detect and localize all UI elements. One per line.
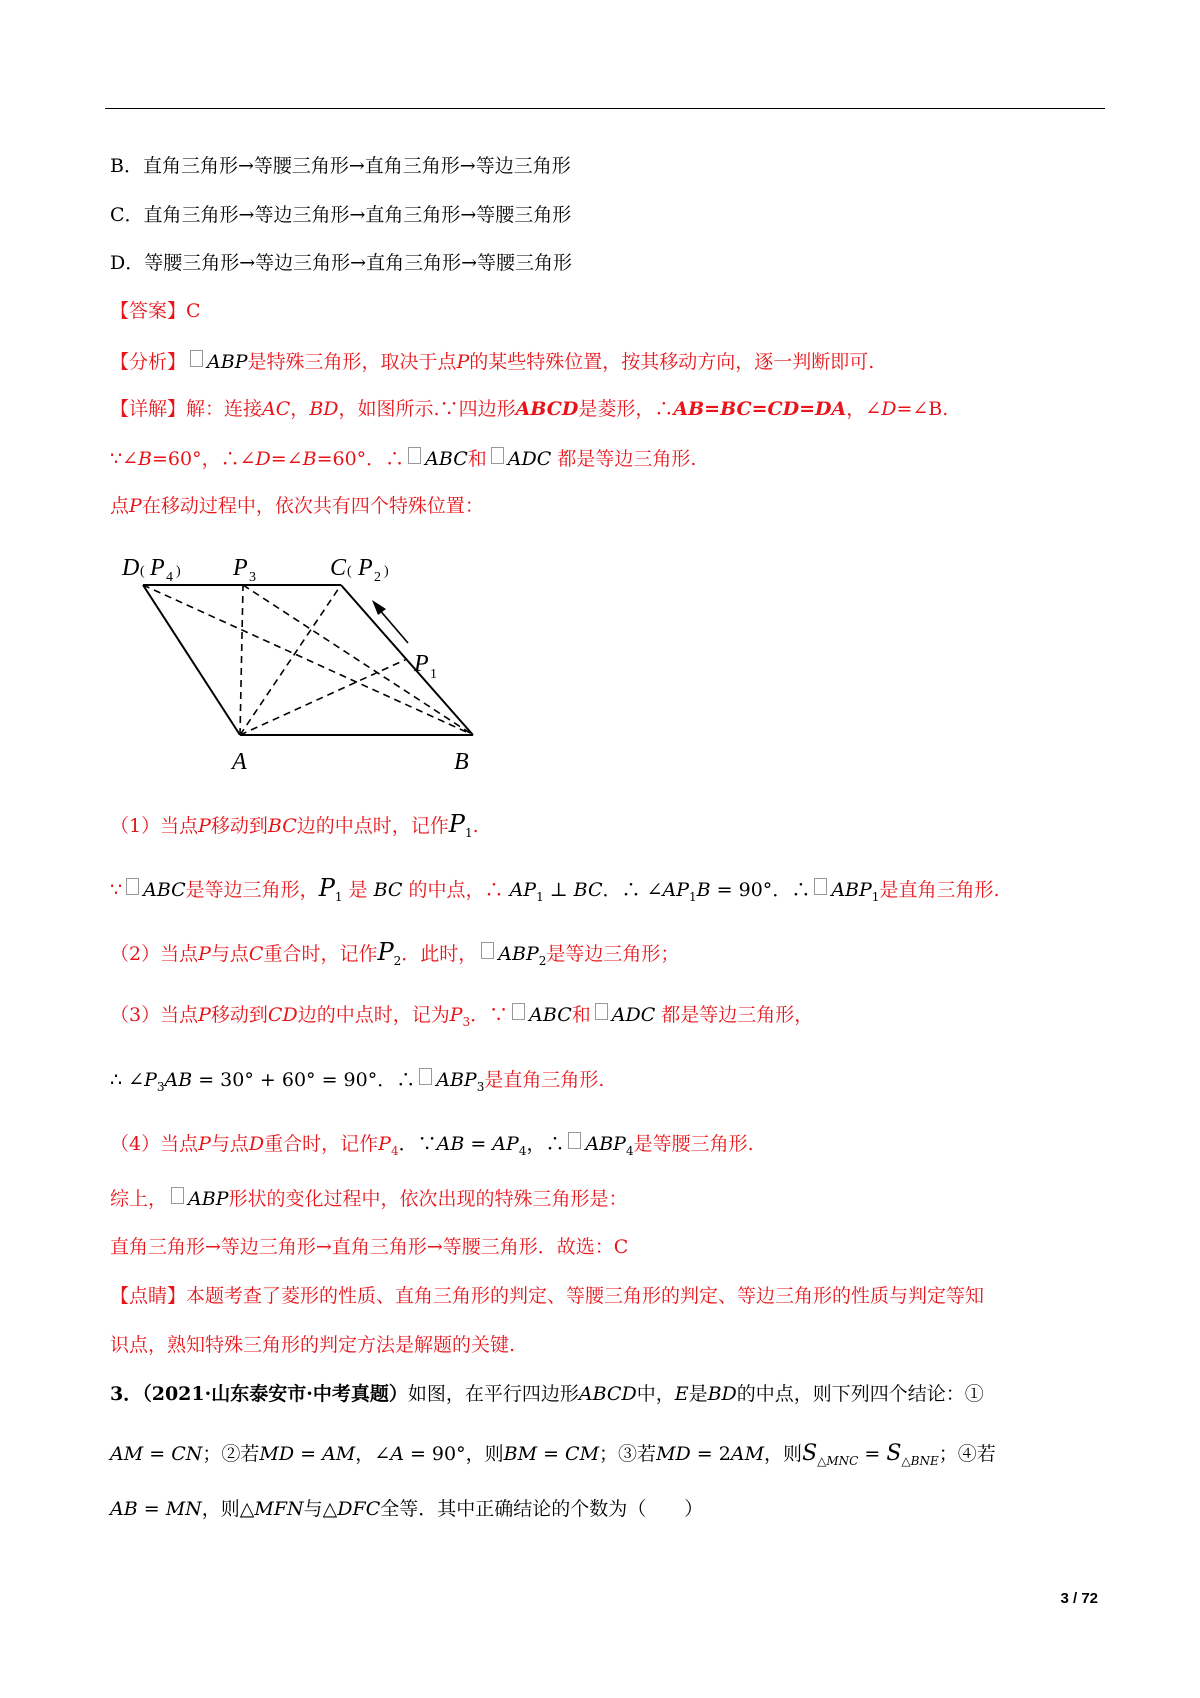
text: 是菱形，∴ — [578, 398, 674, 420]
text: ．∵ — [398, 1133, 437, 1155]
text: 综上， — [110, 1188, 168, 1210]
summary-line-2: 直角三角形→等边三角形→直角三角形→等腰三角形．故选：C — [110, 1236, 629, 1258]
text: ，如图所示. — [338, 398, 440, 420]
seg-p3b — [243, 585, 473, 735]
text: BD — [309, 398, 339, 420]
text: ABC — [143, 879, 186, 901]
text: ∵四边形 — [439, 398, 516, 420]
detail-line-2 — [110, 447, 696, 471]
text: ABP — [585, 1133, 626, 1155]
label-c-paren-open: ( — [347, 564, 352, 579]
text: （1）当点 — [110, 815, 199, 837]
label-a: A — [232, 749, 247, 775]
text: 中， — [636, 1383, 675, 1405]
text: 边的中点时，记作 — [296, 815, 449, 837]
text: 如图，在平行四边形 — [407, 1383, 579, 1405]
case2-line — [110, 938, 679, 967]
text: MN — [165, 1498, 202, 1520]
text: S — [886, 1441, 902, 1466]
text: 全等．其中正确结论的个数为（ ） — [380, 1498, 704, 1520]
text: 1 — [464, 826, 473, 840]
text: 移动到 — [210, 815, 268, 837]
text: ABCD — [578, 1383, 637, 1405]
text: 的中点，∴ — [408, 879, 504, 901]
text: ，∠ — [355, 1443, 391, 1465]
seg-ap1 — [240, 659, 407, 735]
answer-value: C — [186, 300, 201, 322]
label-b: B — [454, 749, 469, 775]
text: AP — [662, 879, 690, 901]
text: AC — [262, 398, 291, 420]
text: = — [143, 1443, 172, 1465]
text: ， — [290, 398, 310, 420]
diag-ac — [240, 585, 341, 735]
text: 4 — [625, 1144, 634, 1158]
text: = — [464, 1133, 493, 1155]
triangle-placeholder-icon — [419, 1068, 432, 1085]
text: D — [248, 1133, 265, 1155]
text: =∠B. — [896, 398, 949, 420]
text: MD — [259, 1443, 295, 1465]
text: （2）当点 — [110, 943, 199, 965]
text: CM — [565, 1443, 600, 1465]
q3-line-1 — [110, 1383, 984, 1406]
text: P — [318, 874, 335, 902]
text: ．∴ ∠ — [602, 879, 663, 901]
label-p2: P — [358, 555, 373, 581]
text: 1 — [871, 890, 880, 904]
text: 解：连接 — [186, 398, 263, 420]
move-arrow — [372, 600, 408, 643]
case3-line-1 — [110, 1003, 813, 1027]
text: AB — [164, 1069, 193, 1091]
text: （4）当点 — [110, 1133, 199, 1155]
text: = — [858, 1443, 887, 1465]
text: 1 — [334, 890, 343, 904]
text: ；④若 — [938, 1443, 996, 1465]
text: BC — [373, 879, 403, 901]
text: △BNE — [901, 1454, 939, 1468]
comment-line-1 — [110, 1285, 984, 1308]
text: 形状的变化过程中，依次出现的特殊三角形是： — [228, 1188, 628, 1210]
text: 是 — [688, 1383, 708, 1405]
text: BM — [503, 1443, 538, 1465]
text: 3 — [462, 1015, 471, 1029]
text: C — [248, 943, 264, 965]
text: AB=BC=CD=DA — [673, 398, 847, 420]
label-p4-sub: 4 — [166, 570, 173, 585]
text: 都是等边三角形， — [661, 1004, 814, 1026]
text: P — [456, 351, 470, 373]
q3-line-3 — [110, 1498, 703, 1521]
text: ∵ — [110, 879, 123, 901]
text: 2 — [538, 954, 547, 968]
text: ；③若 — [599, 1443, 657, 1465]
text: 1 — [536, 890, 544, 904]
text: = — [294, 1443, 323, 1465]
text: BC — [267, 815, 297, 837]
text: ⊥ — [543, 879, 574, 901]
text: A — [390, 1443, 404, 1465]
text: BD — [707, 1383, 737, 1405]
triangle-placeholder-icon — [491, 447, 504, 464]
text: △MNC — [817, 1454, 859, 1468]
text: ．此时， — [401, 943, 478, 965]
option-d: D．等腰三角形→等边三角形→直角三角形→等腰三角形 — [110, 252, 572, 274]
case3-line-2 — [110, 1068, 604, 1092]
text: 都是等边三角形. — [557, 448, 697, 470]
text: P — [449, 1004, 463, 1026]
triangle-placeholder-icon — [512, 1003, 525, 1020]
text: MD — [656, 1443, 691, 1465]
text: P — [129, 495, 142, 517]
label-c: C — [330, 555, 347, 581]
text: ABP — [188, 1188, 229, 1210]
text: 4 — [518, 1144, 527, 1158]
text: P — [198, 943, 211, 965]
text: 本题考查了菱形的性质、直角三角形的判定、等腰三角形的判定、等边三角形的性质与判定等知 — [186, 1285, 985, 1307]
text: 3 — [156, 1080, 165, 1094]
text: P — [144, 1069, 157, 1091]
case1-line-2 — [110, 874, 999, 903]
comment-line-2: 识点，熟知特殊三角形的判定方法是解题的关键. — [110, 1334, 516, 1356]
text: ADC — [611, 1004, 656, 1026]
page-number: 3 / 72 — [1060, 1590, 1098, 1607]
seg-ap3 — [240, 585, 243, 735]
label-d-paren-open: ( — [140, 564, 145, 579]
text: ，∴ — [526, 1133, 565, 1155]
text: （3）当点 — [110, 1004, 199, 1026]
case1-line-1 — [110, 810, 479, 839]
text: ABCD — [515, 398, 579, 420]
text: ．∵ — [470, 1004, 509, 1026]
triangle-placeholder-icon — [481, 942, 494, 959]
label-d-paren-close: ) — [176, 564, 181, 579]
text: 与点 — [210, 943, 249, 965]
text: ABC — [425, 448, 468, 470]
triangle-placeholder-icon — [171, 1187, 184, 1204]
text: BC — [573, 879, 603, 901]
triangle-placeholder-icon — [408, 447, 421, 464]
text: = — [537, 1443, 566, 1465]
label-d: D — [122, 555, 140, 581]
text: AM — [110, 1443, 144, 1465]
text: 与点 — [210, 1133, 249, 1155]
text: AB — [110, 1498, 138, 1520]
label-c-paren-close: ) — [384, 564, 389, 579]
text: D — [255, 448, 271, 470]
text: 和 — [467, 448, 487, 470]
text: ABP — [436, 1069, 477, 1091]
text: ，则 — [465, 1443, 504, 1465]
text: ABP — [207, 351, 248, 373]
question-source: （2021·山东泰安市·中考真题） — [142, 1383, 408, 1405]
text: 是 — [348, 879, 368, 901]
text: = 2 — [690, 1443, 731, 1465]
triangle-placeholder-icon — [595, 1003, 608, 1020]
text: ；②若 — [202, 1443, 260, 1465]
text: E — [674, 1383, 689, 1405]
arrow-shaft — [378, 608, 408, 643]
text: B — [302, 448, 317, 470]
arrow-head — [372, 600, 386, 615]
text: =60°．∴ — [316, 448, 405, 470]
text: CN — [171, 1443, 203, 1465]
rhombus-diagram — [118, 545, 498, 780]
text: AM — [730, 1443, 765, 1465]
text: 点 — [110, 495, 130, 517]
text: 的某些特殊位置，按其移动方向，逐一判断即可. — [469, 351, 875, 373]
analysis-tag: 【分析】 — [110, 351, 187, 373]
text: ．∴ — [772, 879, 811, 901]
text: MFN — [254, 1498, 304, 1520]
text: P — [377, 938, 394, 966]
triangle-placeholder-icon — [126, 878, 139, 895]
text: 是直角三角形. — [879, 879, 1000, 901]
text: ABP — [498, 943, 539, 965]
text: ．∴ — [377, 1069, 416, 1091]
header-rule — [105, 108, 1105, 109]
text: 与△ — [303, 1498, 338, 1520]
text: . — [472, 815, 479, 837]
text: ∴ ∠ — [110, 1069, 145, 1091]
text: 边的中点时，记为 — [297, 1004, 450, 1026]
text: 是等边三角形； — [546, 943, 680, 965]
text: 重合时，记作 — [263, 943, 378, 965]
text: = 90° — [403, 1443, 466, 1465]
text: ∵∠ — [110, 448, 139, 470]
label-p4: P — [150, 555, 165, 581]
text: D — [881, 398, 897, 420]
text: AM — [322, 1443, 356, 1465]
text: P — [448, 810, 465, 838]
label-p1: P — [414, 651, 429, 677]
triangle-placeholder-icon — [190, 350, 203, 367]
q3-line-2 — [110, 1441, 996, 1467]
text: 是等边三角形， — [185, 879, 319, 901]
text: B — [696, 879, 711, 901]
text: = 90° — [710, 879, 773, 901]
text: S — [802, 1441, 818, 1466]
option-c: C．直角三角形→等边三角形→直角三角形→等腰三角形 — [110, 204, 572, 226]
case4-line — [110, 1132, 754, 1156]
detail-tag: 【详解】 — [110, 398, 187, 420]
text: 在移动过程中，依次共有四个特殊位置： — [141, 495, 484, 517]
text: 2 — [393, 954, 402, 968]
text: 重合时，记作 — [264, 1133, 379, 1155]
text: P — [378, 1133, 391, 1155]
text: AB — [436, 1133, 465, 1155]
summary-line-1 — [110, 1187, 628, 1211]
detail-line-3 — [110, 495, 484, 518]
text: 移动到 — [210, 1004, 268, 1026]
text: AP — [509, 879, 537, 901]
text: =60°，∴∠ — [151, 448, 256, 470]
analysis-line — [110, 350, 874, 374]
text: 1 — [689, 890, 697, 904]
text: ，则△ — [201, 1498, 255, 1520]
text: P — [198, 1133, 211, 1155]
text: AP — [492, 1133, 519, 1155]
text: ABC — [529, 1004, 572, 1026]
label-p1-sub: 1 — [430, 667, 437, 682]
text: ADC — [507, 448, 552, 470]
text: CD — [267, 1004, 298, 1026]
text: =∠ — [270, 448, 303, 470]
triangle-placeholder-icon — [814, 878, 827, 895]
text: B — [138, 448, 152, 470]
edge-cb — [341, 585, 473, 735]
text: P — [198, 1004, 211, 1026]
text: 是等腰三角形. — [633, 1133, 754, 1155]
comment-tag: 【点睛】 — [110, 1285, 187, 1307]
text: 和 — [571, 1004, 591, 1026]
text: 4 — [390, 1144, 399, 1158]
text: = 30° + 60° = 90° — [192, 1069, 378, 1091]
text: 3 — [476, 1080, 485, 1094]
text: 的中点，则下列四个结论：① — [736, 1383, 984, 1405]
detail-line-1 — [110, 398, 948, 421]
rhombus-figure — [118, 545, 498, 780]
text: ，则 — [764, 1443, 803, 1465]
text: P — [198, 815, 211, 837]
question-number: 3． — [110, 1383, 143, 1405]
label-p3: P — [233, 555, 248, 581]
text: ABP — [831, 879, 872, 901]
label-p3-sub: 3 — [249, 570, 256, 585]
text: 是特殊三角形，取决于点 — [247, 351, 457, 373]
label-p2-sub: 2 — [374, 570, 381, 585]
triangle-placeholder-icon — [568, 1132, 581, 1149]
text: DFC — [337, 1498, 381, 1520]
text: ，∠ — [846, 398, 882, 420]
answer-tag: 【答案】 — [110, 300, 187, 322]
text: = — [137, 1498, 166, 1520]
option-b: B．直角三角形→等腰三角形→直角三角形→等边三角形 — [110, 155, 571, 177]
text: 是直角三角形. — [484, 1069, 605, 1091]
answer-line — [110, 300, 201, 323]
